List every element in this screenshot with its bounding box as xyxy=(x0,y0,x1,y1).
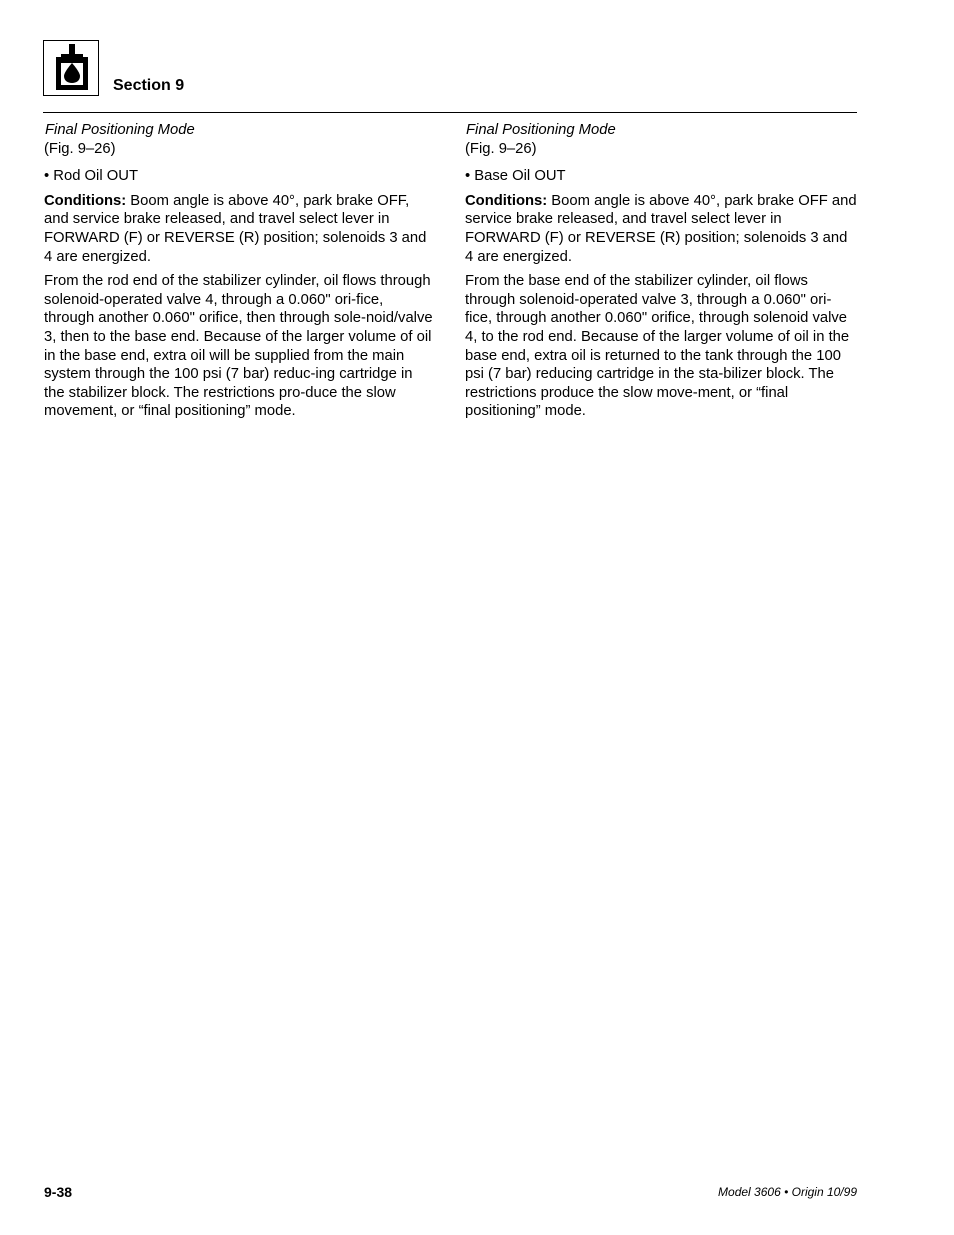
figure-reference: (Fig. 9–26) xyxy=(44,140,116,157)
figure-reference: (Fig. 9–26) xyxy=(465,140,537,157)
conditions-paragraph xyxy=(44,192,436,266)
oil-direction-bullet: • Base Oil OUT xyxy=(465,168,566,185)
conditions-label: Conditions: xyxy=(465,192,548,209)
conditions-text: Boom angle is above 40°, park brake OFF, and service brake released, and travel select lever in FORWARD (F) or REVERSE (R) position; solenoids 3 and 4 are energized. xyxy=(44,192,427,265)
body-paragraph: From the base end of the stabilizer cylinder, oil flows through solenoid-operated valve 3, through a 0.060" ori-fice, through another 0.060" orifice, through solenoid valve 4, to the rod end. Because of the larger volume of oil in the base end, extra oil is returned to the tank through the 100 psi (7 bar) reducing cartridge in the sta-bilizer block. The restrictions produce the slow move-ment, or “final positioning” mode. xyxy=(465,273,850,420)
conditions-text: Boom angle is above 40°, park brake OFF and service brake released, and travel select lever in FORWARD (F) or REVERSE (R) position; solenoids 3 and 4 are energized. xyxy=(465,192,857,265)
header-divider xyxy=(43,112,857,113)
conditions-label: Conditions: xyxy=(44,192,127,209)
section-title: Section 9 xyxy=(113,77,185,94)
right-column xyxy=(465,121,857,427)
oil-direction-bullet: • Rod Oil OUT xyxy=(44,168,138,185)
mode-title: Final Positioning Mode xyxy=(466,122,616,138)
model-info: Model 3606 • Origin 10/99 xyxy=(718,1185,857,1199)
body-paragraph: From the rod end of the stabilizer cylinder, oil flows through solenoid-operated valve 4, through a 0.060" ori-fice, through another 0.060" orifice, then through sole-noid/valve 3, then to the base end. Because of the larger volume of oil in the base end, extra oil will be supplied from the main system through the 100 psi (7 bar) reduc-ing cartridge in the stabilizer block. The restrictions pro-duce the slow movement, or “final positioning” mode. xyxy=(44,273,433,420)
mode-title: Final Positioning Mode xyxy=(45,122,195,138)
page-number: 9-38 xyxy=(44,1184,73,1200)
section-logo xyxy=(43,40,99,96)
conditions-paragraph xyxy=(465,192,857,266)
left-column xyxy=(44,121,436,427)
hydraulic-oil-drop-icon xyxy=(44,41,100,97)
